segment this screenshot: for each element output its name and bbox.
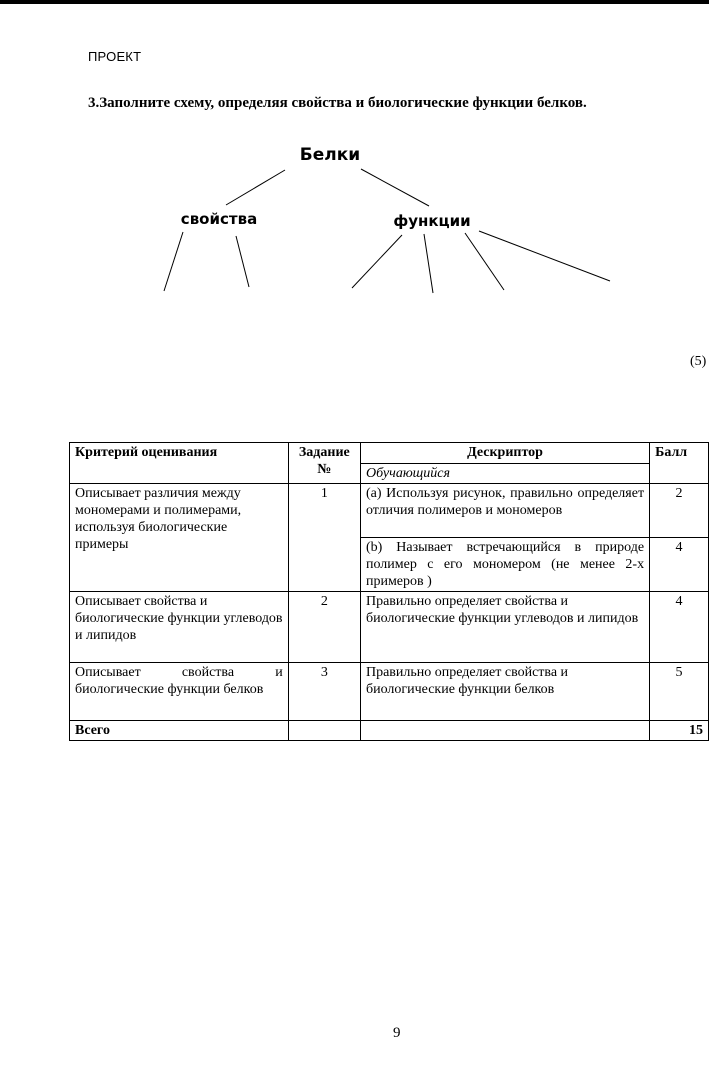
scheme-line-properties-1 <box>164 232 183 291</box>
task-heading: 3.Заполните схему, определяя свойства и биологические функции белков. <box>88 95 587 111</box>
scheme-root-label: Белки <box>299 145 361 165</box>
row1-descriptor-b: (b) Называет встречающийся в природе полимер с его мономером (не менее 2-х примеров ) <box>360 538 649 592</box>
top-border <box>0 0 709 4</box>
header-descriptor: Дескриптор <box>360 443 649 464</box>
header-task: Задание № <box>288 443 360 484</box>
row1-criterion: Описывает различия между мономерами и полимерами, используя биологические примеры <box>70 484 289 592</box>
table-header-row <box>70 443 709 464</box>
table-row <box>70 663 709 721</box>
scheme-line-root-properties <box>226 170 285 205</box>
scheme-branch-properties: свойства <box>180 210 258 228</box>
row2-criterion: Описывает свойства и биологические функции углеводов и липидов <box>70 592 289 663</box>
scheme-line-properties-2 <box>236 236 249 287</box>
total-descriptor-empty <box>360 721 649 741</box>
row2-descriptor: Правильно определяет свойства и биологические функции углеводов и липидов <box>360 592 649 663</box>
row2-score: 4 <box>650 592 709 663</box>
assessment-table <box>69 442 709 741</box>
row3-task: 3 <box>288 663 360 721</box>
row1-score-b: 4 <box>650 538 709 592</box>
row1-score-a: 2 <box>650 484 709 538</box>
scheme-line-functions-3 <box>465 233 504 290</box>
row3-score: 5 <box>650 663 709 721</box>
header-score: Балл <box>650 443 709 484</box>
table-row <box>70 592 709 663</box>
header-descriptor-sub: Обучающийся <box>360 464 649 484</box>
scheme-branch-functions: функции <box>393 212 471 230</box>
row1-descriptor-a: (a) Используя рисунок, правильно определяет отличия полимеров и мономеров <box>360 484 649 538</box>
row3-criterion: Описывает свойства и биологические функции белков <box>70 663 289 721</box>
table-row <box>70 484 709 538</box>
points-note: (5) <box>690 354 707 369</box>
row2-task: 2 <box>288 592 360 663</box>
header-label: ПРОЕКТ <box>88 49 142 64</box>
scheme-line-functions-1 <box>352 235 402 288</box>
total-score: 15 <box>650 721 709 741</box>
row1-task: 1 <box>288 484 360 592</box>
scheme-line-root-functions <box>361 169 429 206</box>
scheme-line-functions-2 <box>424 234 433 293</box>
total-task-empty <box>288 721 360 741</box>
protein-scheme <box>0 135 709 305</box>
table-total-row <box>70 721 709 741</box>
row3-descriptor: Правильно определяет свойства и биологические функции белков <box>360 663 649 721</box>
total-label: Всего <box>70 721 289 741</box>
page-number: 9 <box>393 1025 401 1041</box>
scheme-line-functions-4 <box>479 231 610 281</box>
header-criterion: Критерий оценивания <box>70 443 289 484</box>
